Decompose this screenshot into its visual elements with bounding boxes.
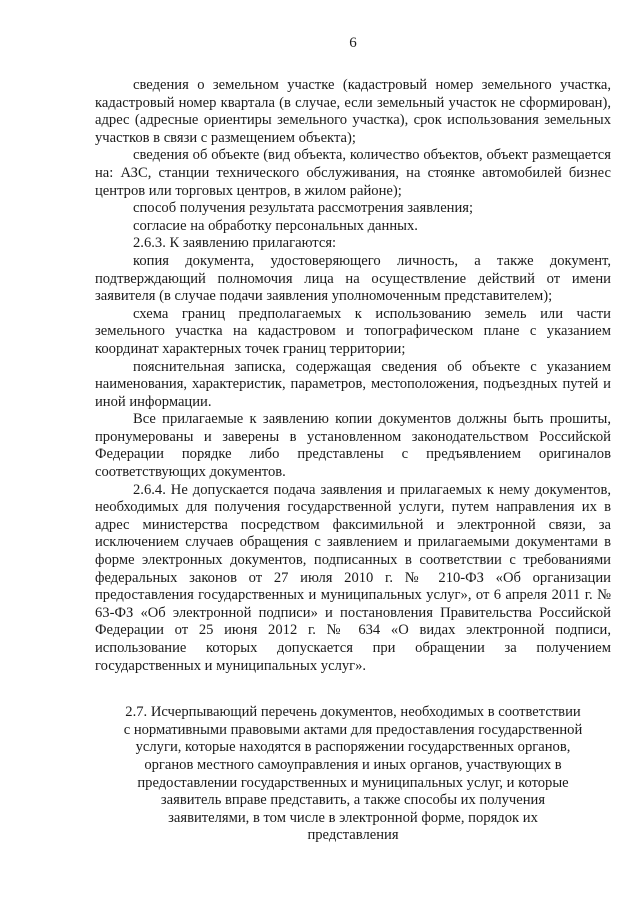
paragraph-land-plot-info: сведения о земельном участке (кадастровый номер земельного участка, кадастровый номер квартала (в случае, если земельный участок не сформирован), адрес (адресные ориентиры земельного участка), срок использования земельных участков в связи с размещением объекта);	[95, 77, 611, 146]
paragraph-copies-requirements: Все прилагаемые к заявлению копии документов должны быть прошиты, пронумерованы и заверены в установленном законодательством Российской Федерации порядке либо представлены с предъявлением оригиналов соответствующих документов.	[95, 411, 611, 481]
document-page	[95, 34, 611, 845]
paragraph-2-6-3-heading: 2.6.3. К заявлению прилагаются:	[133, 235, 337, 252]
paragraph-identity-document: копия документа, удостоверяющего личность, а также документ, подтверждающий полномочия лица на осуществление действий от имени заявителя (в случае подачи заявления уполномоченным представителем);	[95, 252, 611, 305]
paragraph-result-method: способ получения результата рассмотрения заявления;	[133, 200, 474, 217]
page-number: 6	[349, 35, 357, 51]
paragraph-boundary-scheme: схема границ предполагаемых к использованию земель или части земельного участка на кадастровом и топографическом плане с указанием координат характерных точек границ территории;	[95, 305, 611, 357]
paragraph-consent: согласие на обработку персональных данных.	[133, 217, 418, 234]
paragraph-explanatory-note: пояснительная записка, содержащая сведения об объекте с указанием наименования, характеристик, параметров, местоположения, подъездных путей и иной информации.	[95, 358, 611, 410]
paragraph-2-6-4: 2.6.4. Не допускается подача заявления и прилагаемых к нему документов, необходимых для получения государственной услуги, путем направления их в адрес министерства посредством факсимильной и электронной связи, за исключением случаев обращения с заявлением и прилагаемыми документами в форме электронных документов, подписанных в соответствии с требованиями федеральных законов от 27 июля 2010 г. № 210-ФЗ «Об организации предоставления государственных и муниципальных услуг», от 6 апреля 2011 г. № 63-ФЗ «Об электронной подписи» и постановления Правительства Российской Федерации от 25 июня 2012 г. № 634 «О видах электронной подписи, использование которых допускается при обращении за получением государственных и муниципальных услуг».	[95, 481, 611, 674]
document-body	[95, 77, 611, 675]
paragraph-object-info: сведения об объекте (вид объекта, количество объектов, объект размещается на: АЗС, станции технического обслуживания, на стоянке автомобилей бизнес центров или торговых центров, в жилом районе);	[95, 147, 611, 199]
section-heading-2-7: 2.7. Исчерпывающий перечень документов, необходимых в соответствии с нормативными правовыми актами для предоставления государственной услуги, которые находятся в распоряжении государственных органов, органов местного самоуправления и иных органов, участвующих в предоставлении государственных и муниципальных услуг, и которые заявитель вправе представить, а также способы их получения заявителями, в том числе в электронной форме, порядок их представления	[123, 704, 583, 844]
